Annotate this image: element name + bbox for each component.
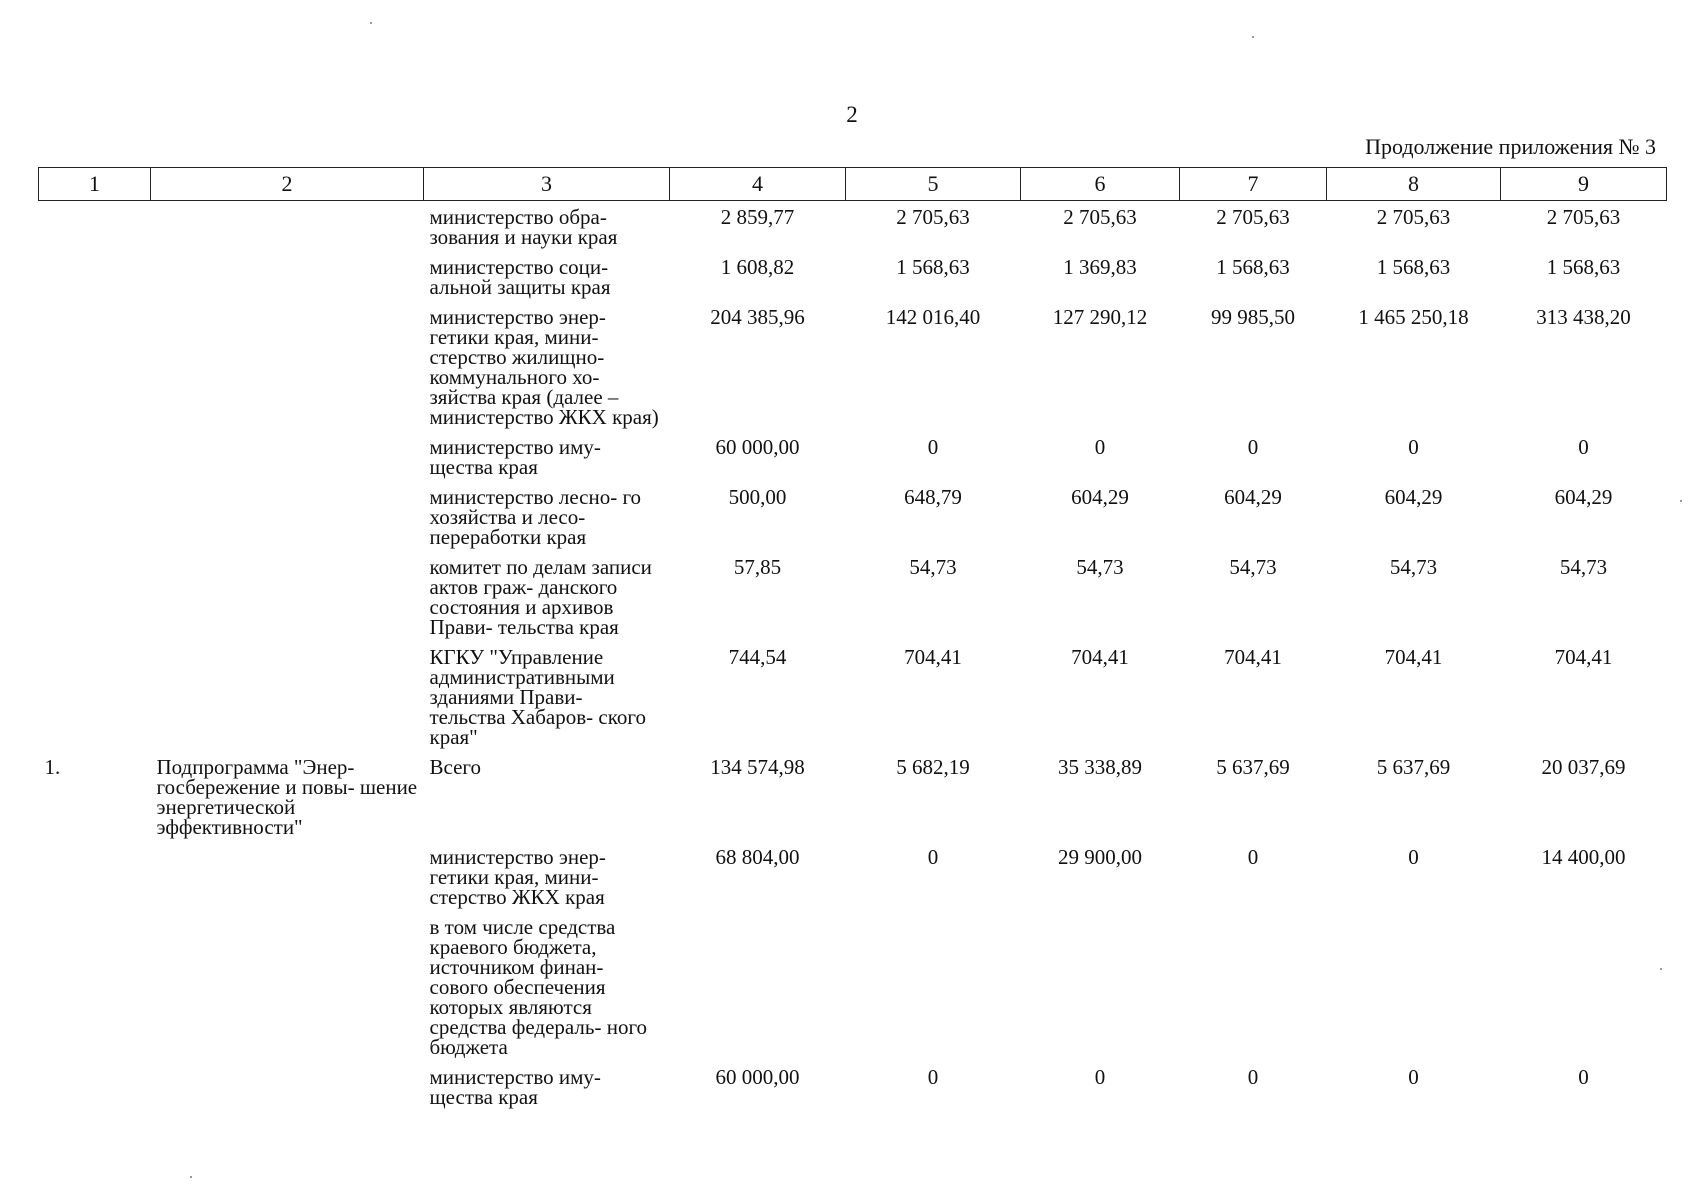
program-name-cell: Подпрограмма "Энер- госбережение и повы- шение энергетической эффективности" bbox=[156, 755, 418, 839]
value-cell: 54,73 bbox=[1229, 555, 1277, 579]
value-cell: 2 859,77 bbox=[720, 205, 795, 229]
table-body bbox=[39, 201, 1667, 1112]
value-cell: 29 900,00 bbox=[1058, 845, 1142, 869]
program-name-cell bbox=[151, 1061, 424, 1111]
value-cell: 0 bbox=[927, 1065, 939, 1089]
value-cell: 54,73 bbox=[1559, 555, 1608, 579]
value-cell bbox=[1021, 911, 1180, 1061]
executor-cell: министерство иму- щества края bbox=[429, 1065, 601, 1109]
executor-cell: министерство энер- гетики края, мини- стерство жилищно- коммунального хо- зяйства края (далее – министерство ЖКХ края) bbox=[429, 305, 659, 429]
value-cell: 0 bbox=[1578, 435, 1589, 459]
column-number-row bbox=[39, 168, 1667, 201]
table-row bbox=[39, 911, 1667, 1061]
value-cell: 0 bbox=[1094, 435, 1106, 459]
value-cell: 313 438,20 bbox=[1536, 305, 1631, 329]
scan-speck bbox=[1680, 500, 1682, 502]
value-cell: 1 568,63 bbox=[1546, 255, 1621, 279]
value-cell: 604,29 bbox=[1071, 485, 1129, 509]
value-cell: 204 385,96 bbox=[710, 305, 805, 329]
row-index bbox=[39, 251, 151, 301]
value-cell: 704,41 bbox=[904, 645, 962, 669]
value-cell: 0 bbox=[927, 435, 939, 459]
program-name-cell bbox=[151, 481, 424, 551]
program-name-cell bbox=[151, 431, 424, 481]
continuation-label: Продолжение приложения № 3 bbox=[1365, 134, 1656, 159]
value-cell: 57,85 bbox=[733, 555, 782, 579]
value-cell: 2 705,63 bbox=[896, 205, 970, 229]
row-index bbox=[39, 1061, 151, 1111]
executor-cell: Всего bbox=[429, 755, 481, 779]
program-name-cell bbox=[151, 911, 424, 1061]
program-name-cell bbox=[151, 641, 424, 751]
value-cell: 704,41 bbox=[1384, 645, 1443, 669]
scan-speck bbox=[190, 1176, 192, 1178]
column-number: 7 bbox=[1180, 168, 1327, 201]
scan-speck bbox=[1252, 36, 1254, 38]
value-cell: 0 bbox=[927, 845, 939, 869]
column-number: 3 bbox=[424, 168, 670, 201]
executor-cell: министерство соци- альной защиты края bbox=[429, 255, 611, 299]
program-name-cell bbox=[151, 551, 424, 641]
value-cell: 0 bbox=[1408, 845, 1419, 869]
value-cell: 99 985,50 bbox=[1211, 305, 1295, 329]
executor-cell: министерство обра- зования и науки края bbox=[429, 205, 618, 249]
row-index bbox=[39, 481, 151, 551]
table-row bbox=[39, 1061, 1667, 1111]
value-cell: 5 637,69 bbox=[1216, 755, 1290, 779]
column-number: 4 bbox=[670, 168, 846, 201]
value-cell: 68 804,00 bbox=[715, 845, 800, 869]
program-name-cell bbox=[151, 201, 424, 252]
value-cell: 704,41 bbox=[1224, 645, 1282, 669]
value-cell: 1 568,63 bbox=[1376, 255, 1451, 279]
value-cell: 2 705,63 bbox=[1376, 205, 1451, 229]
program-name-cell bbox=[151, 251, 424, 301]
table-row bbox=[39, 751, 1667, 841]
value-cell bbox=[1327, 911, 1501, 1061]
value-cell: 648,79 bbox=[904, 485, 962, 509]
table-row bbox=[39, 551, 1667, 641]
value-cell: 0 bbox=[1247, 845, 1259, 869]
table-row bbox=[39, 251, 1667, 301]
budget-table bbox=[38, 167, 1667, 1111]
value-cell: 604,29 bbox=[1224, 485, 1282, 509]
value-cell: 604,29 bbox=[1554, 485, 1613, 509]
value-cell: 500,00 bbox=[728, 485, 787, 509]
column-number: 1 bbox=[39, 168, 151, 201]
value-cell: 2 705,63 bbox=[1216, 205, 1290, 229]
value-cell: 604,29 bbox=[1384, 485, 1443, 509]
page-number: 2 bbox=[846, 102, 858, 127]
row-index bbox=[39, 841, 151, 911]
executor-cell: КГКУ "Управление административными зданиями Прави- тельства Хабаров- ского края" bbox=[429, 645, 646, 749]
value-cell: 1 608,82 bbox=[720, 255, 795, 279]
table-row bbox=[39, 201, 1667, 252]
table-row bbox=[39, 301, 1667, 431]
column-number: 8 bbox=[1327, 168, 1501, 201]
value-cell: 54,73 bbox=[1389, 555, 1438, 579]
value-cell: 704,41 bbox=[1554, 645, 1613, 669]
column-number: 9 bbox=[1501, 168, 1667, 201]
value-cell: 0 bbox=[1578, 1065, 1589, 1089]
column-number: 6 bbox=[1021, 168, 1180, 201]
executor-cell: комитет по делам записи актов граж- данского состояния и архивов Прави- тельства края bbox=[429, 555, 652, 639]
column-number: 5 bbox=[846, 168, 1021, 201]
executor-cell: министерство иму- щества края bbox=[429, 435, 601, 479]
value-cell: 1 568,63 bbox=[1216, 255, 1290, 279]
value-cell: 704,41 bbox=[1071, 645, 1129, 669]
table-row bbox=[39, 431, 1667, 481]
value-cell: 142 016,40 bbox=[885, 305, 981, 329]
value-cell: 0 bbox=[1247, 1065, 1259, 1089]
scan-speck bbox=[370, 22, 372, 24]
value-cell bbox=[1501, 911, 1667, 1061]
value-cell bbox=[670, 911, 846, 1061]
value-cell: 127 290,12 bbox=[1052, 305, 1148, 329]
value-cell: 0 bbox=[1408, 435, 1419, 459]
row-index bbox=[39, 551, 151, 641]
table-row bbox=[39, 641, 1667, 751]
executor-cell: министерство энер- гетики края, мини- стерство ЖКХ края bbox=[429, 845, 606, 909]
value-cell: 54,73 bbox=[1076, 555, 1124, 579]
value-cell: 54,73 bbox=[909, 555, 957, 579]
scan-speck bbox=[1660, 968, 1662, 970]
row-index bbox=[39, 641, 151, 751]
executor-cell: в том числе средства краевого бюджета, источником финан- сового обеспечения которых являются средства федераль- ного бюджета bbox=[429, 915, 648, 1059]
value-cell: 5 637,69 bbox=[1376, 755, 1451, 779]
value-cell: 1 568,63 bbox=[896, 255, 970, 279]
value-cell: 35 338,89 bbox=[1058, 755, 1142, 779]
value-cell: 2 705,63 bbox=[1546, 205, 1621, 229]
program-name-cell bbox=[151, 301, 424, 431]
value-cell: 60 000,00 bbox=[715, 435, 800, 459]
column-number: 2 bbox=[151, 168, 424, 201]
value-cell: 134 574,98 bbox=[710, 755, 805, 779]
value-cell bbox=[1180, 911, 1327, 1061]
table-row bbox=[39, 481, 1667, 551]
value-cell: 5 682,19 bbox=[896, 755, 970, 779]
value-cell: 1 369,83 bbox=[1063, 255, 1137, 279]
value-cell: 1 465 250,18 bbox=[1358, 305, 1469, 329]
value-cell: 2 705,63 bbox=[1063, 205, 1137, 229]
value-cell: 0 bbox=[1408, 1065, 1419, 1089]
value-cell: 20 037,69 bbox=[1541, 755, 1626, 779]
value-cell bbox=[846, 911, 1021, 1061]
row-index: 1. bbox=[44, 755, 61, 779]
row-index bbox=[39, 911, 151, 1061]
value-cell: 0 bbox=[1094, 1065, 1106, 1089]
row-index bbox=[39, 201, 151, 252]
value-cell: 60 000,00 bbox=[715, 1065, 800, 1089]
value-cell: 744,54 bbox=[728, 645, 787, 669]
value-cell: 0 bbox=[1247, 435, 1259, 459]
table-row bbox=[39, 841, 1667, 911]
executor-cell: министерство лесно- го хозяйства и лесо- переработки края bbox=[429, 485, 642, 549]
program-name-cell bbox=[151, 841, 424, 911]
row-index bbox=[39, 431, 151, 481]
row-index bbox=[39, 301, 151, 431]
value-cell: 14 400,00 bbox=[1541, 845, 1626, 869]
